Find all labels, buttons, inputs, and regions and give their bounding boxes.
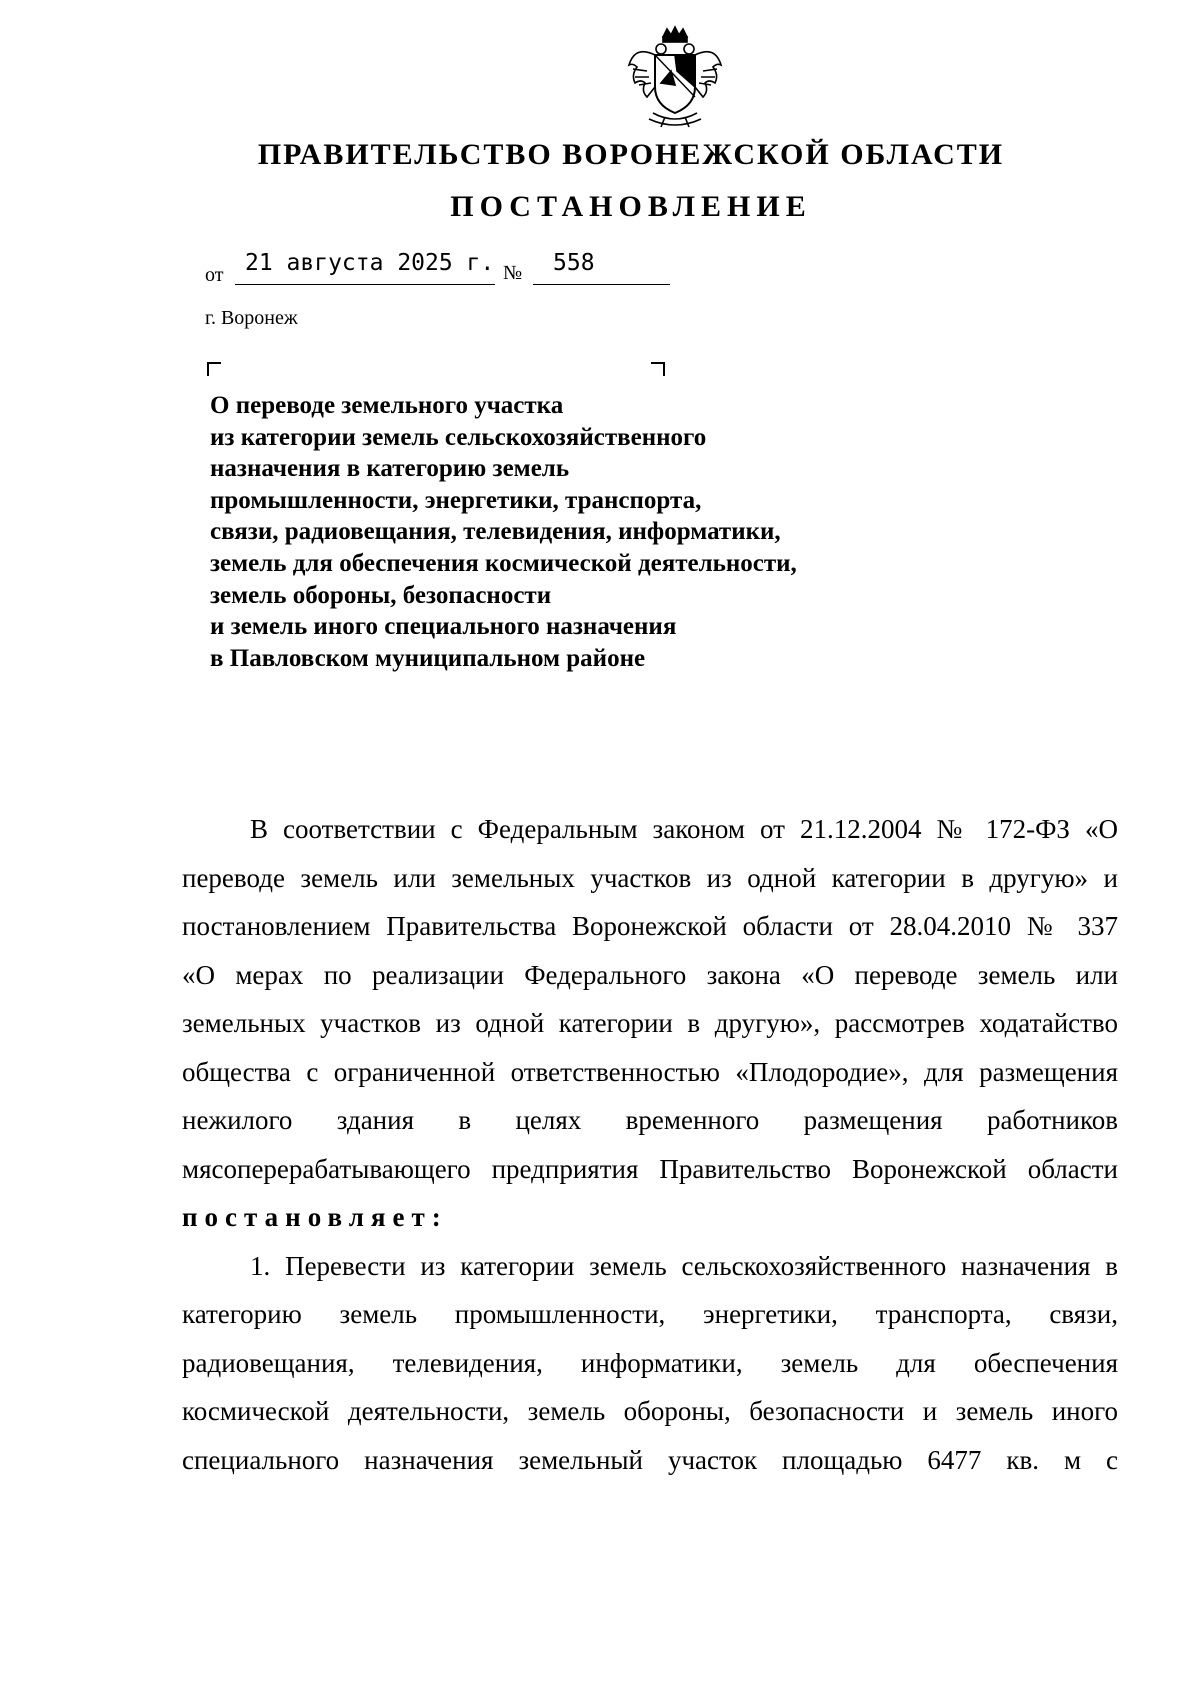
body-line: В соответствии с Федеральным законом от 21.12.2004 № 172-ФЗ «О (250, 814, 1118, 844)
subject-line: назначения в категорию земель (210, 455, 570, 483)
date-prefix: от (205, 264, 224, 286)
subject-line: и земель иного специального назначения (210, 613, 677, 641)
subject-line: О переводе земельного участка (210, 392, 564, 419)
body-line: постановлением Правительства Воронежской области от 28.04.2010 № 337 (182, 911, 1118, 941)
body-line: «О мерах по реализации Федерального закона «О переводе земель или (182, 959, 1118, 990)
body-line: категорию земель промышленности, энергетики, транспорта, связи, (182, 1299, 1118, 1329)
subject-line: в Павловском муниципальном районе (210, 644, 646, 672)
number-sign: № (503, 262, 523, 284)
subject-corner-left (207, 362, 221, 376)
body-line: переводе земель или земельных участков из одной категории в другую» и (182, 862, 1118, 893)
body-line: специального назначения земельный участок площадью 6477 кв. м с (182, 1444, 1118, 1475)
body-line: космической деятельности, земель обороны, безопасности и земель иного (182, 1396, 1118, 1426)
date-number-row (205, 250, 675, 290)
subject-corner-right (651, 362, 665, 376)
subject-line: земель обороны, безопасности (210, 581, 552, 609)
document-type: ПОСТАНОВЛЕНИЕ (450, 190, 812, 223)
city: г. Воронеж (205, 307, 298, 329)
government-title: ПРАВИТЕЛЬСТВО ВОРОНЕЖСКОЙ ОБЛАСТИ (257, 138, 1005, 171)
body-line: радиовещания, телевидения, информатики, земель для обеспечения (182, 1347, 1118, 1378)
subject-line: земель для обеспечения космической деятельности, (210, 549, 797, 577)
body-line: земельных участков из одной категории в другую», рассмотрев ходатайство (182, 1008, 1118, 1038)
body-line: нежилого здания в целях временного размещения работников (182, 1105, 1118, 1135)
coat-of-arms-icon (625, 25, 725, 130)
resolution-word: постановляет: (182, 1202, 448, 1232)
document-date: 21 августа 2025 г. (245, 250, 495, 276)
subject-line: связи, радиовещания, телевидения, информатики, (210, 518, 781, 546)
body-line: мясоперерабатывающего предприятия Правительство Воронежской области (182, 1153, 1118, 1184)
subject-line: из категории земель сельскохозяйственного (210, 423, 707, 451)
subject-line: промышленности, энергетики, транспорта, (210, 486, 702, 514)
document-body (182, 805, 1118, 1484)
body-line: общества с ограниченной ответственностью «Плодородие», для размещения (182, 1056, 1118, 1087)
document-subject (210, 390, 930, 674)
body-line: 1. Перевести из категории земель сельскохозяйственного назначения в (250, 1250, 1118, 1281)
document-number: 558 (553, 250, 595, 276)
